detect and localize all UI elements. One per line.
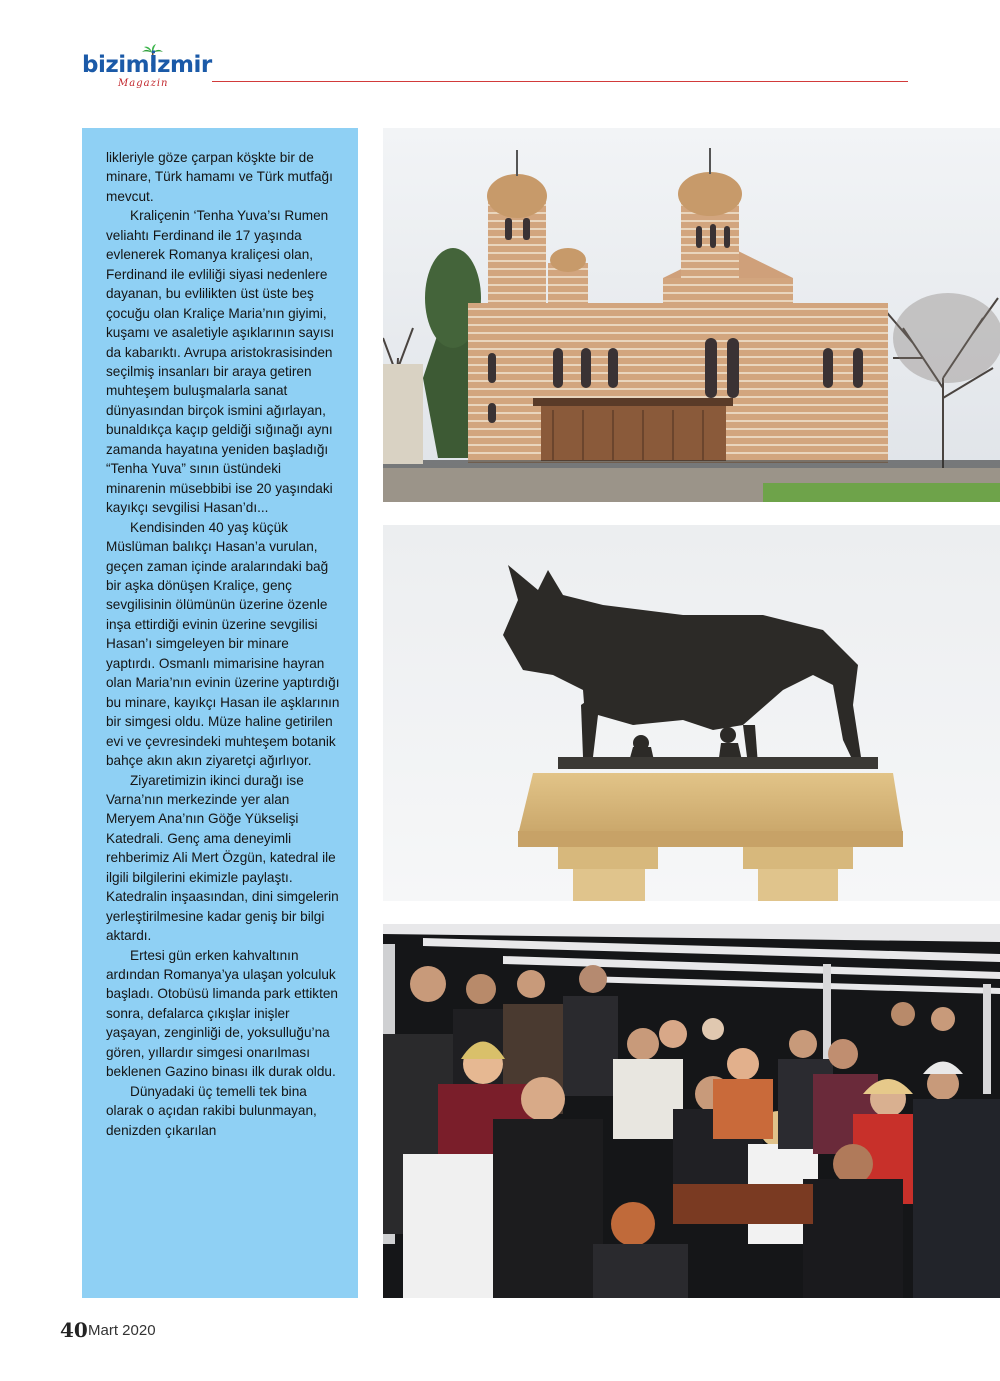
cathedral-photo: [383, 128, 1000, 502]
logo-part-izmir: İzmir: [149, 52, 212, 78]
page-number: 40: [60, 1318, 88, 1342]
issue-date: Mart 2020: [88, 1322, 156, 1339]
logo-part-bizim: bizim: [82, 52, 150, 78]
article-paragraph: Kraliçenin ‘Tenha Yuva’sı Rumen veliahtı Ferdinand ile 17 yaşında evlenerek Romanya kraliçesi olan, Ferdinand ile evliliği siyasi nedenlere dayanan, bu evlilikten üst üste beş çocuğu olan Kraliçe Maria’nın giyimi, kuşamı ve asaletiyle aşıklarının sayısı da kabarıktı. Avrupa aristokrasisinden seçilmiş insanları bir araya getiren muhteşem buluşmalarla sanat dünyasından birçok ismini ağırlayan, bunaldıkça kaçıp geldiği sığınağı aynı zamanda hayatına yeniden başladığı “Tenha Yuva” sının üstündeki minarenin müsebbibi ise 20 yaşındaki kayıkçı sevgilisi Hasan’dı...: [106, 208, 335, 516]
logo-subtitle: Magazin: [118, 78, 169, 89]
article-paragraph: Dünyadaki üç temelli tek bina olarak o açıdan rakibi bulunmayan, denizden çıkarılan: [106, 1083, 317, 1138]
article-paragraph: Ziyaretimizin ikinci durağı ise Varna’nın merkezinde yer alan Meryem Ana’nın Göğe Yükselişi Katedrali. Genç ama deneyimli rehberimiz Ali Mert Özgün, katedral ile ilgili bilgilerini ekimizle paylaştı. Katedralin inşaasından, dini simgelerin yerleştirilmesine kadar geniş bir bilgi aktardı.: [106, 772, 339, 944]
logo-wordmark: [82, 52, 212, 78]
article-column: [82, 128, 358, 1298]
article-paragraph: likleriyle göze çarpan köşkte bir de minare, Türk hamamı ve Türk mutfağı mevcut.: [106, 150, 333, 204]
magazine-logo: [82, 44, 222, 94]
header-rule: [212, 81, 908, 82]
capitoline-wolf-statue-photo: [383, 525, 1000, 901]
group-on-boat-photo: [383, 924, 1000, 1298]
article-paragraph: Kendisinden 40 yaş küçük Müslüman balıkçı Hasan’a vurulan, geçen zaman içinde aralarındaki bağ bir aşka dönüşen Kraliçe, genç sevgilisinin ölümünün üzerine özenle inşa ettirdiği evinin üzerine sevgilisi Hasan’ı simgeleyen bir minare yaptırdı. Osmanlı mimarisine hayran olan Maria’nın evinin üzerine yaptırdığı bu minare, kayıkçı Hasan ile aşklarının bir simgesi oldu. Müze haline getirilen evi ve çevresindeki muhteşem botanik bahçe akın akın ziyaretçi ağırlıyor.: [106, 519, 340, 769]
article-paragraph: Ertesi gün erken kahvaltının ardından Romanya’ya ulaşan yolculuk başladı. Otobüsü limanda park ettikten sonra, defalarca çıkışlar inişler yaşayan, zenginliği de, yoksulluğu’na gören, yıllardır simgesi onarılması beklenen Gazino binası ilk durak oldu.: [106, 947, 338, 1080]
